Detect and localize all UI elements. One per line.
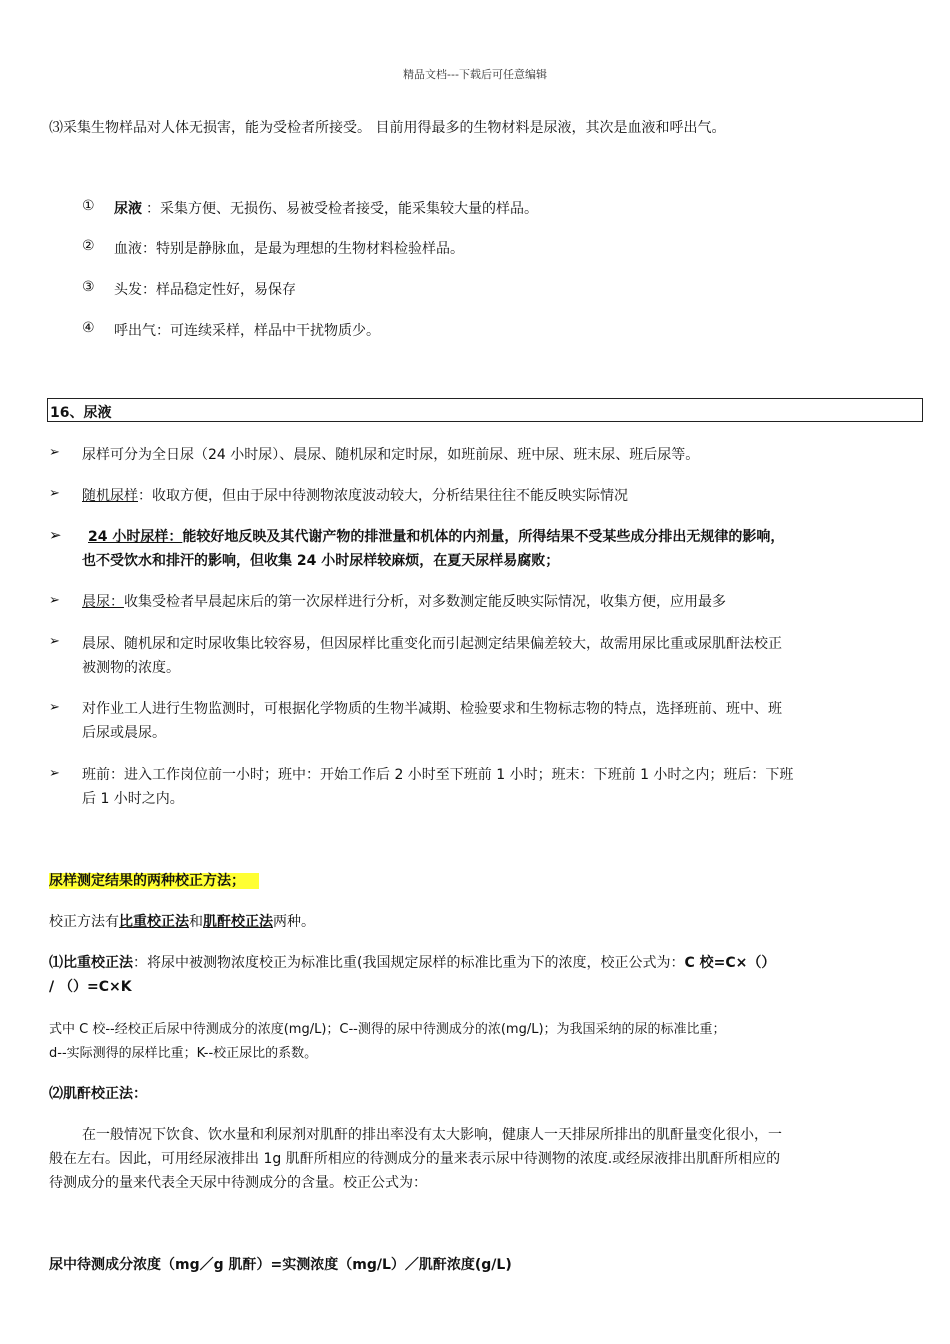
correction-heading [49,870,259,890]
method1-text: ：将尿中被测物浓度校正为标准比重(我国规定尿样的标准比重为下的浓度，校正公式为： [133,955,685,971]
creatinine-formula: 尿中待测成分浓度（mg／g 肌酐）=实测浓度（mg/L）／肌酐浓度(g/L) [49,1257,512,1273]
method1-term: 比重校正法 [119,914,189,930]
method1-formula-part2: / （）=C×K [49,979,132,995]
bullet-text: 晨尿、随机尿和定时尿收集比较容易，但因尿样比重变化而引起测定结果偏差较大，故需用尿比重或尿肌酐法校正 [82,636,782,652]
bullet-text-cont: 后 1 小时之内。 [82,791,184,807]
method1-formula-part1: C 校=C×（） [684,955,776,971]
sample-text: ：可连续采样，样品中干扰物质少。 [156,323,380,339]
sample-text: ：特别是静脉血，是最为理想的生物材料检验样品。 [142,241,464,257]
method1-label: ⑴比重校正法 [49,955,133,971]
arrow-bullet-icon: ➢ [49,526,62,544]
methods-mid: 和 [189,914,203,930]
bullet-text: 对作业工人进行生物监测时，可根据化学物质的生物半减期、检验要求和生物标志物的特点，选择班前、班中、班 [82,701,782,717]
bullet-desc: ：收取方便，但由于尿中待测物浓度波动较大，分析结果往往不能反映实际情况 [138,488,628,504]
bullet-text [82,591,726,611]
term-morning-urine: 晨尿： [82,594,124,610]
arrow-bullet-icon: ➢ [49,486,60,501]
page-header: 精品文档---下载后可任意编辑 [403,68,547,81]
bullet-text-cont: 被测物的浓度。 [82,660,180,676]
bullet-text: 尿样可分为全日尿（24 小时尿）、晨尿、随机尿和定时尿，如班前尿、班中尿、班末尿、班后尿等。 [82,447,700,463]
arrow-bullet-icon: ➢ [49,593,60,608]
section-title: 16、尿液 [50,405,112,421]
term-random-urine: 随机尿样 [82,488,138,504]
sample-text: ：样品稳定性好，易保存 [142,282,296,298]
bullet-text [88,526,784,546]
arrow-bullet-icon: ➢ [49,445,60,460]
bullet-desc: 收集受检者早晨起床后的第一次尿样进行分析，对多数测定能反映实际情况，收集方便，应用最多 [124,594,726,610]
section-heading-box [47,398,923,422]
sample-name: 呼出气 [114,323,156,339]
method2-paragraph-cont: 待测成分的量来代表全天尿中待测成分的含量。校正公式为： [49,1175,427,1191]
method1-paragraph [49,952,775,972]
methods-sentence [49,911,315,931]
method2-label: ⑵肌酐校正法： [49,1086,147,1102]
method1-desc: 式中 C 校--经校正后尿中待测成分的浓度(mg/L)；C--测得的尿中待测成分的浓(mg/L)；为我国采纳的尿的标准比重； [49,1022,726,1037]
method2-paragraph-cont: 般在左右。因此，可用经尿液排出 1g 肌酐所相应的待测成分的量来表示尿中待测物的浓度.或经尿液排出肌酐所相应的 [49,1151,781,1167]
bullet-text-cont: 后尿或晨尿。 [82,725,166,741]
methods-pre: 校正方法有 [49,914,119,930]
sample-text: ：采集方便、无损伤、易被受检者接受，能采集较大量的样品。 [146,201,538,217]
arrow-bullet-icon: ➢ [49,700,60,715]
methods-post: 两种。 [273,914,315,930]
bullet-text: 班前：进入工作岗位前一小时；班中：开始工作后 2 小时至下班前 1 小时；班末：下班前 1 小时之内；班后：下班 [82,767,794,783]
circled-number: ④ [82,320,95,336]
bullet-text [82,485,628,505]
circled-number: ② [82,238,95,254]
bullet-text-cont: 也不受饮水和排汗的影响，但收集 24 小时尿样较麻烦，在夏天尿样易腐败； [82,553,560,569]
sample-name: 尿液 [114,201,142,217]
bullet-desc: 能较好地反映及其代谢产物的排泄量和机体的内剂量，所得结果不受某些成分排出无规律的影响， [182,529,785,545]
term-24h-urine: 24 小时尿样： [88,529,183,545]
highlighted-heading: 尿样测定结果的两种校正方法； [49,873,259,889]
circled-number: ③ [82,279,95,295]
arrow-bullet-icon: ➢ [49,766,60,781]
method1-desc-cont: d--实际测得的尿样比重；K--校正尿比的系数。 [49,1046,318,1061]
sample-name: 血液 [114,241,142,257]
method2-paragraph: 在一般情况下饮食、饮水量和利尿剂对肌酐的排出率没有太大影响，健康人一天排尿所排出的肌酐量变化很小，一 [82,1127,782,1143]
arrow-bullet-icon: ➢ [49,634,60,649]
sample-name: 头发 [114,282,142,298]
method2-term: 肌酐校正法 [203,914,273,930]
intro-paragraph: ⑶采集生物样品对人体无损害，能为受检者所接受。 目前用得最多的生物材料是尿液，其次是血液和呼出气。 [49,120,726,136]
circled-number: ① [82,198,95,214]
